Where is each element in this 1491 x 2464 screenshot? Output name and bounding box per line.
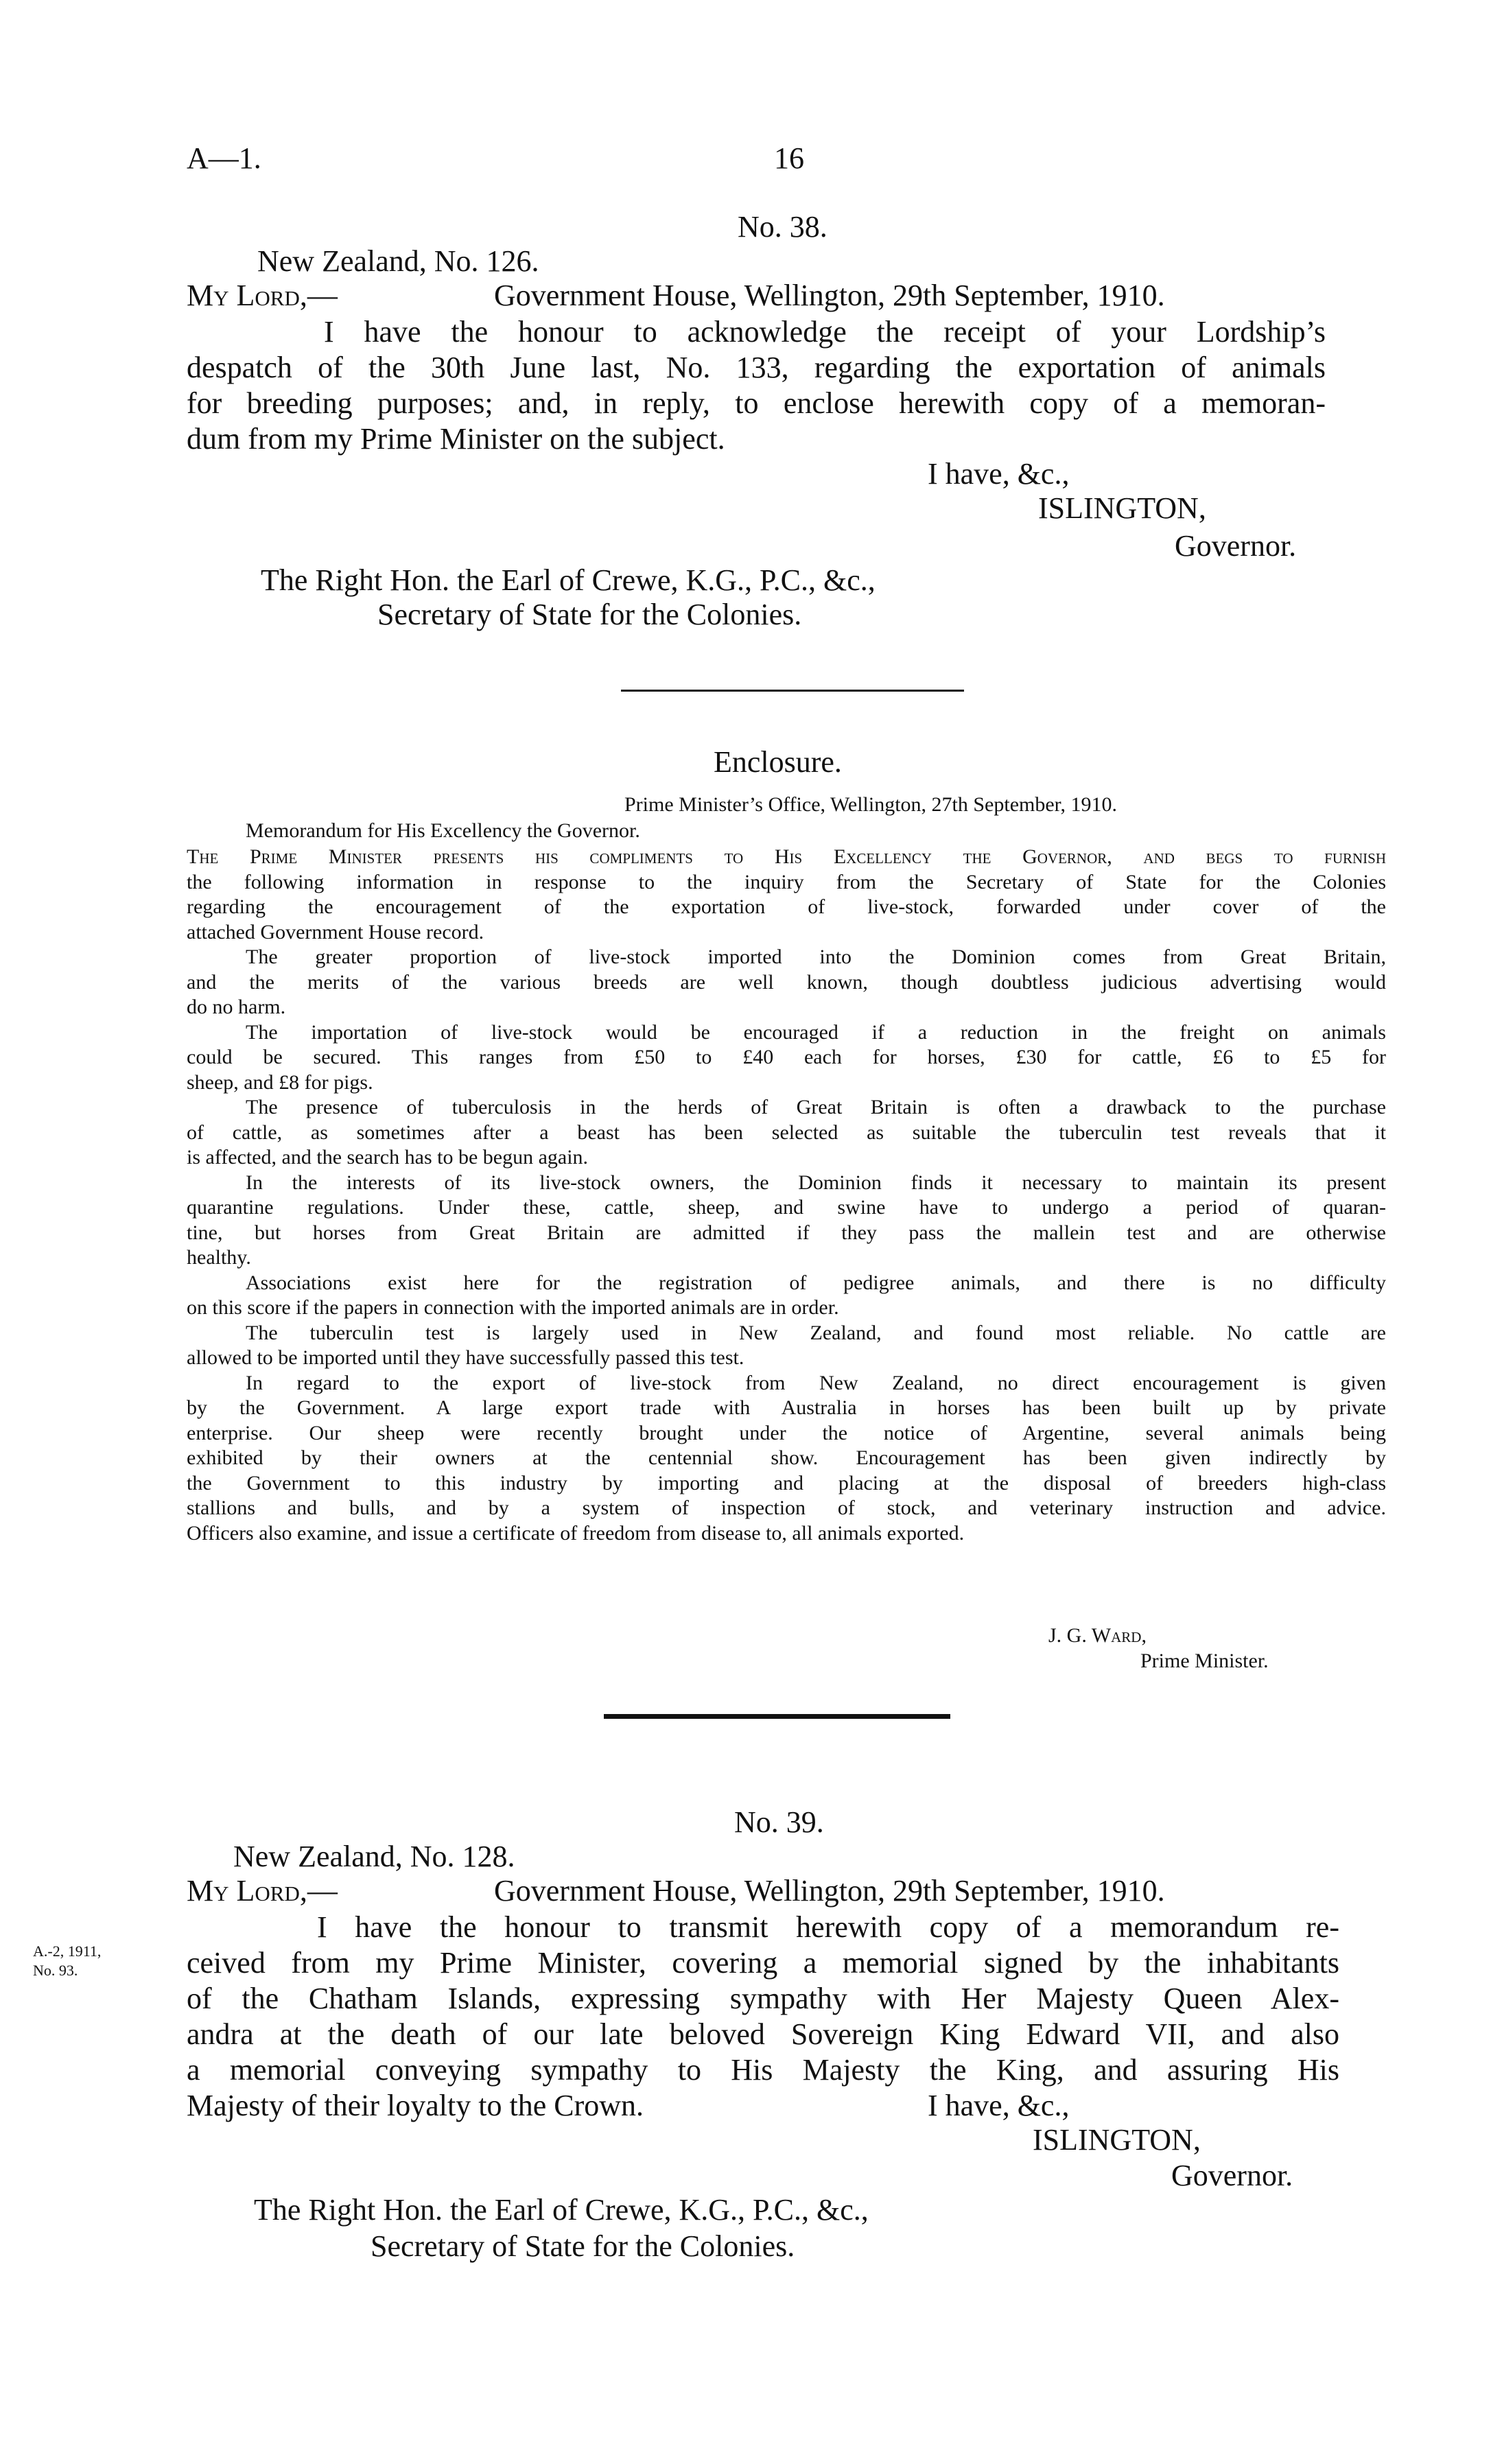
addressee: The Right Hon. the Earl of Crewe, K.G., P.C., &c., <box>254 2193 869 2227</box>
paragraph <box>187 945 1386 1020</box>
despatch-reference: New Zealand, No. 126. <box>257 244 539 278</box>
body-line: despatch of the 30th June last, No. 133, regarding the exportation of animals <box>187 351 1326 384</box>
address-date: Government House, Wellington, 29th September, 1910. <box>494 1874 1165 1908</box>
paragraph <box>187 1271 1386 1321</box>
addressee-title: Secretary of State for the Colonies. <box>377 598 802 631</box>
addressee: The Right Hon. the Earl of Crewe, K.G., P.C., &c., <box>261 563 876 597</box>
body-line: a memorial conveying sympathy to His Majesty the King, and assuring His <box>187 2053 1339 2087</box>
memo-line: The importation of live-stock would be encouraged if a reduction in the freight on animals <box>246 1020 1386 1044</box>
memo-line: The Prime Minister presents his compliments to His Excellency the Governor, and begs to furnish <box>187 845 1386 868</box>
memo-line: and the merits of the various breeds are well known, though doubtless judicious advertising would <box>187 970 1386 994</box>
enclosure-heading: Enclosure. <box>714 745 842 779</box>
margin-line: A.-2, 1911, <box>33 1943 102 1960</box>
paragraph <box>187 1371 1386 1547</box>
signatory: ISLINGTON, <box>1033 2123 1201 2157</box>
memo-line: regarding the encouragement of the exportation of live-stock, forwarded under cover of the <box>187 895 1386 918</box>
memo-line: is affected, and the search has to be begun again. <box>187 1146 589 1169</box>
salutation: My Lord,— <box>187 1874 338 1908</box>
memo-line: by the Government. A large export trade with Australia in horses has been built up by private <box>187 1396 1386 1419</box>
body-line: I have the honour to transmit herewith copy of a memorandum re- <box>317 1910 1339 1944</box>
margin-reference <box>33 1942 101 1980</box>
closing: I have, &c., <box>928 2089 1070 2122</box>
paragraph <box>187 1020 1386 1096</box>
body-line: dum from my Prime Minister on the subject. <box>187 422 725 456</box>
memo-line: enterprise. Our sheep were recently brought under the notice of Argentine, several animals being <box>187 1421 1386 1444</box>
memo-line: exhibited by their owners at the centennial show. Encouragement has been given indirectly by <box>187 1446 1386 1469</box>
signatory-title: Governor. <box>1171 2159 1293 2192</box>
memo-addressee: Memorandum for His Excellency the Governor. <box>246 819 640 842</box>
memo-line: tine, but horses from Great Britain are admitted if they pass the mallein test and are otherwise <box>187 1221 1386 1244</box>
memo-line: sheep, and £8 for pigs. <box>187 1070 373 1094</box>
memo-signatory: J. G. Ward, <box>1048 1624 1147 1647</box>
body-line: Majesty of their loyalty to the Crown. <box>187 2089 644 2122</box>
memo-line: healthy. <box>187 1246 251 1269</box>
memo-line: do no harm. <box>187 996 286 1018</box>
memo-line: In regard to the export of live-stock from New Zealand, no direct encouragement is given <box>246 1371 1386 1394</box>
despatch-number: No. 38. <box>738 210 827 244</box>
memo-line: on this score if the papers in connection with the imported animals are in order. <box>187 1296 839 1319</box>
page-number: 16 <box>774 141 804 175</box>
despatch-number: No. 39. <box>734 1805 824 1839</box>
memo-line: of cattle, as sometimes after a beast has been selected as suitable the tuberculin test reveals that it <box>187 1120 1386 1144</box>
memo-line: the Government to this industry by importing and placing at the disposal of breeders high-class <box>187 1471 1386 1494</box>
section-divider-heavy <box>604 1714 950 1719</box>
memo-line: quarantine regulations. Under these, cattle, sheep, and swine have to undergo a period of quaran- <box>187 1196 1386 1219</box>
memo-line: The presence of tuberculosis in the herds of Great Britain is often a drawback to the purchase <box>246 1096 1386 1118</box>
office-date: Prime Minister’s Office, Wellington, 27th September, 1910. <box>624 793 1117 816</box>
body-line: andra at the death of our late beloved Sovereign King Edward VII, and also <box>187 2017 1339 2051</box>
memo-line: Associations exist here for the registration of pedigree animals, and there is no difficulty <box>246 1271 1386 1294</box>
signatory: ISLINGTON, <box>1038 491 1206 525</box>
series-label: A—1. <box>187 141 261 175</box>
memo-signatory-title: Prime Minister. <box>1140 1650 1269 1672</box>
signatory-title: Governor. <box>1175 529 1297 563</box>
memo-line: The tuberculin test is largely used in New Zealand, and found most reliable. No cattle are <box>246 1321 1386 1344</box>
paragraph <box>187 845 1386 945</box>
closing: I have, &c., <box>928 457 1070 491</box>
body-line: ceived from my Prime Minister, covering a memorial signed by the inhabitants <box>187 1946 1339 1980</box>
addressee-title: Secretary of State for the Colonies. <box>371 2229 795 2263</box>
despatch-body <box>187 1910 1339 2124</box>
memo-line: stallions and bulls, and by a system of inspection of stock, and veterinary instruction and advice. <box>187 1497 1386 1519</box>
memo-line: Officers also examine, and issue a certificate of freedom from disease to, all animals exported. <box>187 1521 965 1545</box>
body-line: of the Chatham Islands, expressing sympathy with Her Majesty Queen Alex- <box>187 1982 1339 2015</box>
memo-line: the following information in response to the inquiry from the Secretary of State for the Colonies <box>187 870 1386 893</box>
body-line: I have the honour to acknowledge the receipt of your Lordship’s <box>324 315 1326 349</box>
paragraph <box>187 1171 1386 1271</box>
memo-line: allowed to be imported until they have successfully passed this test. <box>187 1346 744 1369</box>
salutation: My Lord,— <box>187 279 338 312</box>
despatch-reference: New Zealand, No. 128. <box>233 1840 515 1873</box>
section-divider <box>621 690 964 692</box>
memorandum-body <box>187 845 1386 1546</box>
despatch-body <box>187 314 1326 457</box>
memo-line: attached Government House record. <box>187 920 484 943</box>
margin-line: No. 93. <box>33 1962 78 1979</box>
memo-line: The greater proportion of live-stock imported into the Dominion comes from Great Britain, <box>246 946 1386 968</box>
paragraph <box>187 1321 1386 1371</box>
body-line: for breeding purposes; and, in reply, to enclose herewith copy of a memoran- <box>187 386 1326 420</box>
paragraph <box>187 1095 1386 1171</box>
address-date: Government House, Wellington, 29th September, 1910. <box>494 279 1165 312</box>
memo-line: In the interests of its live-stock owners, the Dominion finds it necessary to maintain its present <box>246 1171 1386 1194</box>
memo-line: could be secured. This ranges from £50 to £40 each for horses, £30 for cattle, £6 to £5 for <box>187 1046 1386 1068</box>
